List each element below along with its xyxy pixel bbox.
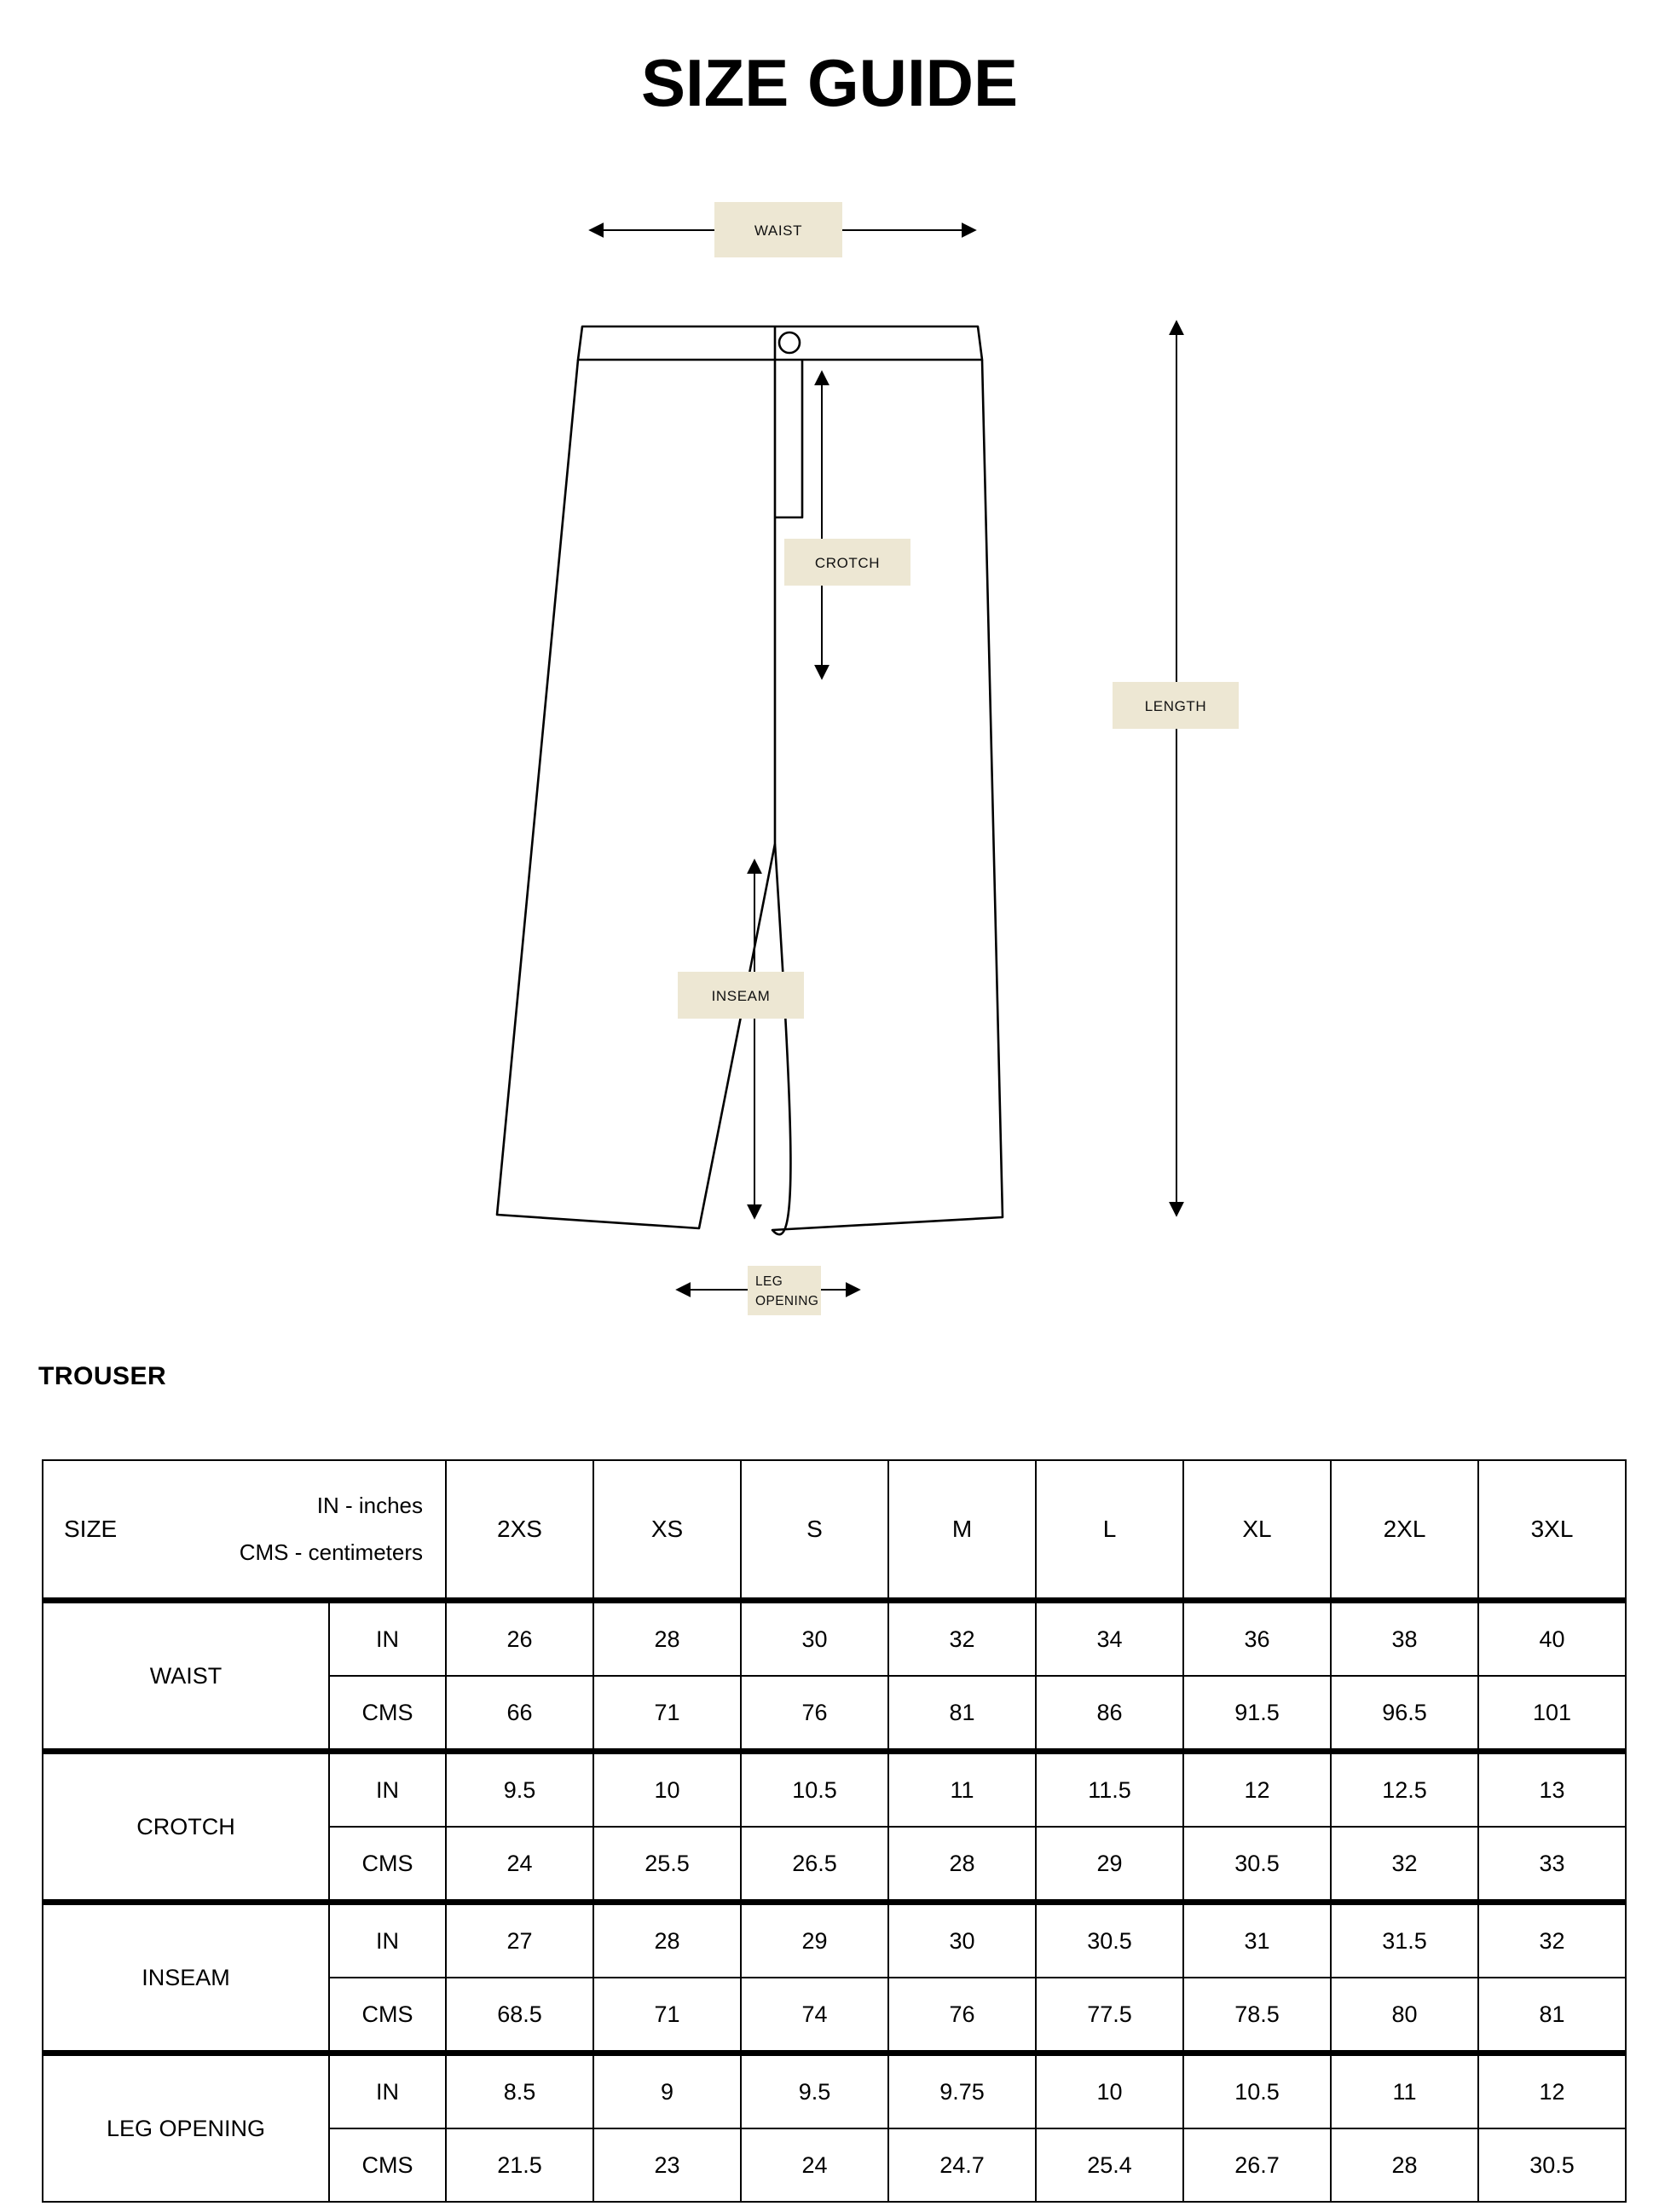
waist-label [714, 202, 842, 257]
length-label [1113, 682, 1239, 729]
value-cell: 8.5 [446, 2053, 593, 2129]
crotch-label [784, 539, 910, 586]
value-cell: 25.4 [1036, 2128, 1183, 2202]
leg-opening-label [748, 1266, 821, 1315]
row-label-waist: WAIST [43, 1601, 329, 1752]
value-cell: 10 [1036, 2053, 1183, 2129]
value-cell: 68.5 [446, 1978, 593, 2053]
unit-cell: CMS [329, 2128, 446, 2202]
value-cell: 71 [593, 1978, 741, 2053]
value-cell: 12 [1478, 2053, 1626, 2129]
unit-cell: CMS [329, 1676, 446, 1752]
trouser-outline [497, 326, 1003, 1234]
size-header-cell [43, 1460, 446, 1601]
value-cell: 31 [1183, 1903, 1331, 1978]
table-header-row [43, 1460, 1626, 1601]
value-cell: 30 [888, 1903, 1036, 1978]
value-cell: 13 [1478, 1752, 1626, 1828]
value-cell: 33 [1478, 1827, 1626, 1903]
value-cell: 80 [1331, 1978, 1478, 2053]
value-cell: 76 [888, 1978, 1036, 2053]
value-cell: 25.5 [593, 1827, 741, 1903]
value-cell: 23 [593, 2128, 741, 2202]
button-icon [779, 332, 800, 353]
value-cell: 31.5 [1331, 1903, 1478, 1978]
unit-cell: IN [329, 2053, 446, 2129]
column-header-l: L [1036, 1460, 1183, 1601]
value-cell: 9 [593, 2053, 741, 2129]
row-label-inseam: INSEAM [43, 1903, 329, 2053]
unit-cell: IN [329, 1903, 446, 1978]
unit-legend [240, 1482, 445, 1575]
value-cell: 12.5 [1331, 1752, 1478, 1828]
value-cell: 27 [446, 1903, 593, 1978]
value-cell: 10.5 [741, 1752, 888, 1828]
size-label: SIZE [64, 1516, 118, 1542]
svg-text:INSEAM: INSEAM [711, 988, 771, 1004]
unit-legend-inches: IN - inches [316, 1493, 423, 1519]
value-cell: 36 [1183, 1601, 1331, 1677]
value-cell: 12 [1183, 1752, 1331, 1828]
value-cell: 86 [1036, 1676, 1183, 1752]
value-cell: 24.7 [888, 2128, 1036, 2202]
column-header-xl: XL [1183, 1460, 1331, 1601]
value-cell: 81 [1478, 1978, 1626, 2053]
value-cell: 78.5 [1183, 1978, 1331, 2053]
column-header-m: M [888, 1460, 1036, 1601]
value-cell: 26 [446, 1601, 593, 1677]
value-cell: 9.75 [888, 2053, 1036, 2129]
value-cell: 30.5 [1478, 2128, 1626, 2202]
value-cell: 24 [446, 1827, 593, 1903]
value-cell: 10.5 [1183, 2053, 1331, 2129]
value-cell: 91.5 [1183, 1676, 1331, 1752]
page-title: SIZE GUIDE [640, 45, 1019, 120]
value-cell: 77.5 [1036, 1978, 1183, 2053]
value-cell: 74 [741, 1978, 888, 2053]
unit-cell: IN [329, 1601, 446, 1677]
column-header-xs: XS [593, 1460, 741, 1601]
value-cell: 10 [593, 1752, 741, 1828]
row-label-crotch: CROTCH [43, 1752, 329, 1903]
value-cell: 11.5 [1036, 1752, 1183, 1828]
unit-cell: CMS [329, 1978, 446, 2053]
unit-legend-cms: CMS - centimeters [239, 1539, 423, 1565]
value-cell: 28 [593, 1601, 741, 1677]
column-header-2xs: 2XS [446, 1460, 593, 1601]
inseam-label [678, 972, 804, 1019]
value-cell: 11 [888, 1752, 1036, 1828]
value-cell: 9.5 [741, 2053, 888, 2129]
value-cell: 71 [593, 1676, 741, 1752]
table-row [43, 1752, 1626, 1828]
value-cell: 40 [1478, 1601, 1626, 1677]
unit-cell: IN [329, 1752, 446, 1828]
value-cell: 11 [1331, 2053, 1478, 2129]
column-header-s: S [741, 1460, 888, 1601]
value-cell: 38 [1331, 1601, 1478, 1677]
value-cell: 30 [741, 1601, 888, 1677]
section-heading: TROUSER [38, 1362, 167, 1390]
svg-text:LEG: LEG [755, 1274, 783, 1289]
value-cell: 21.5 [446, 2128, 593, 2202]
svg-text:WAIST: WAIST [754, 222, 803, 239]
value-cell: 96.5 [1331, 1676, 1478, 1752]
value-cell: 30.5 [1183, 1827, 1331, 1903]
unit-cell: CMS [329, 1827, 446, 1903]
value-cell: 26.5 [741, 1827, 888, 1903]
value-cell: 26.7 [1183, 2128, 1331, 2202]
svg-text:LENGTH: LENGTH [1144, 698, 1207, 714]
svg-text:CROTCH: CROTCH [814, 555, 881, 571]
row-label-leg-opening: LEG OPENING [43, 2053, 329, 2203]
value-cell: 28 [1331, 2128, 1478, 2202]
svg-text:OPENING: OPENING [755, 1294, 819, 1308]
table-row [43, 2053, 1626, 2129]
value-cell: 30.5 [1036, 1903, 1183, 1978]
value-cell: 9.5 [446, 1752, 593, 1828]
table-row [43, 1903, 1626, 1978]
column-header-3xl: 3XL [1478, 1460, 1626, 1601]
value-cell: 101 [1478, 1676, 1626, 1752]
size-table [42, 1459, 1627, 2203]
value-cell: 28 [593, 1903, 741, 1978]
value-cell: 29 [741, 1903, 888, 1978]
trouser-measurement-diagram [0, 196, 1659, 1330]
value-cell: 29 [1036, 1827, 1183, 1903]
table-row [43, 1601, 1626, 1677]
value-cell: 34 [1036, 1601, 1183, 1677]
value-cell: 24 [741, 2128, 888, 2202]
value-cell: 81 [888, 1676, 1036, 1752]
value-cell: 32 [1478, 1903, 1626, 1978]
column-header-2xl: 2XL [1331, 1460, 1478, 1601]
value-cell: 66 [446, 1676, 593, 1752]
value-cell: 32 [1331, 1827, 1478, 1903]
value-cell: 32 [888, 1601, 1036, 1677]
value-cell: 76 [741, 1676, 888, 1752]
value-cell: 28 [888, 1827, 1036, 1903]
